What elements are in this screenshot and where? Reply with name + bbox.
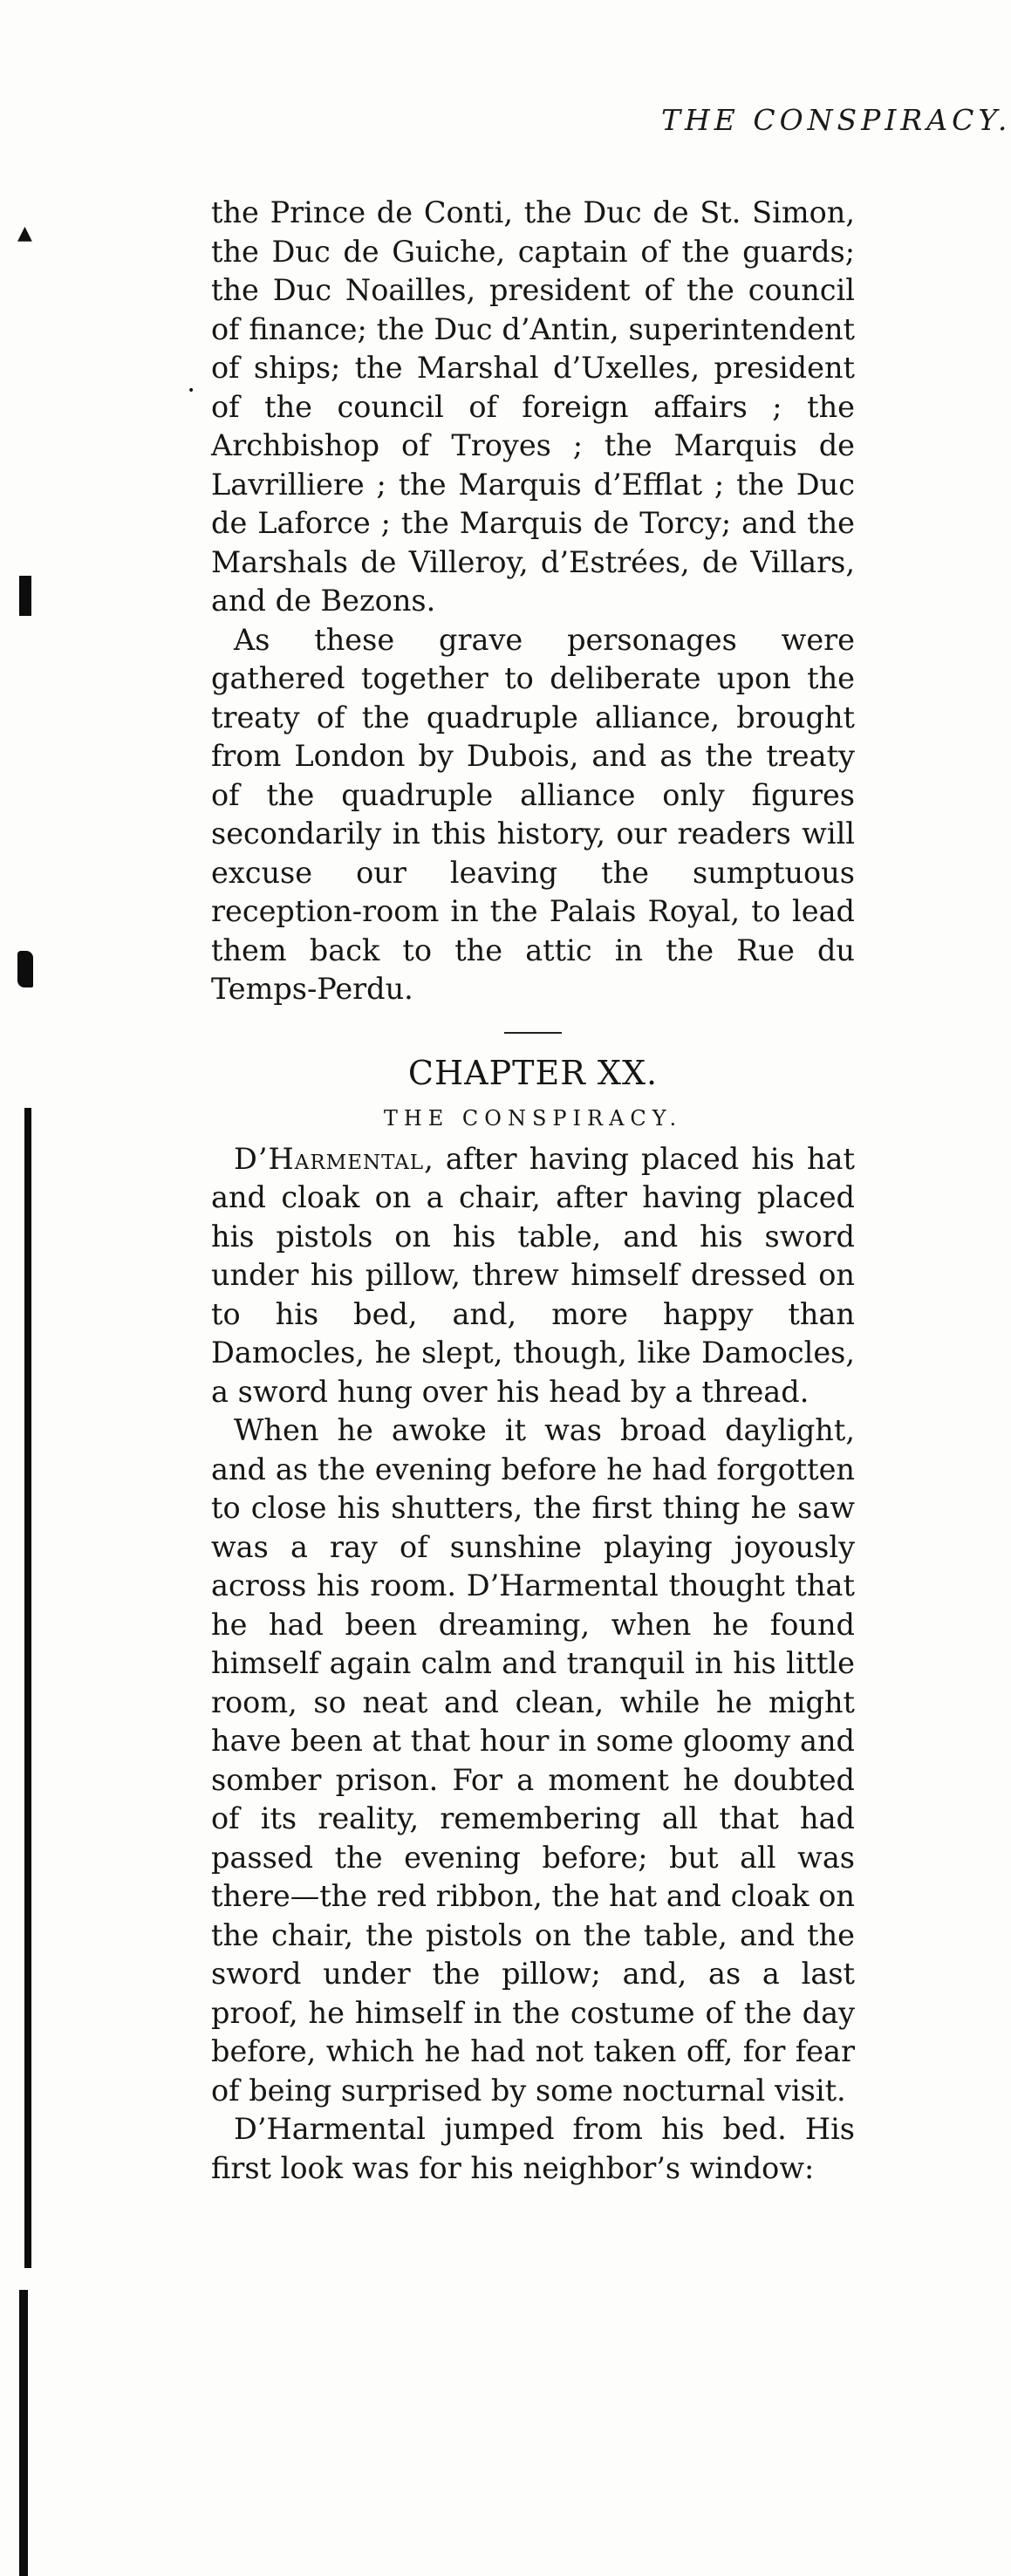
text-column bbox=[211, 194, 855, 2188]
margin-arrow-mark: ▲ bbox=[17, 222, 32, 244]
chapter-title: CHAPTER XX. bbox=[407, 1053, 659, 1092]
lead-name: D’Harmental bbox=[234, 1141, 425, 1176]
margin-ink-mark bbox=[17, 951, 33, 987]
running-head: THE CONSPIRACY. bbox=[661, 103, 1011, 137]
margin-ink-mark bbox=[19, 576, 31, 616]
paragraph-council-list: the Prince de Conti, the Duc de St. Simon, the Duc de Guiche, captain of the guards; the Duc Noailles, president of the council of finance; the Duc d’Antin, superintendent of ships; the Marshal d’Uxelles, president of the council of foreign affairs ; the Archbishop of Troyes ; the Marquis de Lavrilliere ; the Marquis d’Efflat ; the Duc de Laforce ; the Marquis de Torcy; and the Marshals de Villeroy, d’Estrées, de Villars, and de Bezons. bbox=[211, 195, 855, 618]
margin-binding-edge bbox=[24, 1108, 31, 2268]
margin-binding-edge bbox=[19, 2290, 28, 2576]
section-divider bbox=[504, 1032, 562, 1034]
margin-dot-mark: • bbox=[188, 384, 195, 398]
paragraph-jump-from-bed: D’Harmental jumped from his bed. His first look was for his neighbor’s window: bbox=[211, 2112, 855, 2185]
paragraph-chapter-opening bbox=[211, 1140, 855, 1412]
paragraph-transition: As these grave personages were gathered together to deliberate upon the treaty of the quadruple alliance, brought from London by Dubois, and as the treaty of the quadruple alliance only figures secondarily in this history, our readers will excuse our leaving the sumptuous reception-room in the Palais Royal, to lead them back to the attic in the Rue du Temps-Perdu. bbox=[211, 622, 855, 1006]
opening-rest: , after having placed his hat and cloak on a chair, after having placed his pistols on his table, and his sword under his pillow, threw himself dressed on to his bed, and, more happy than Damocles, he slept, though, like Damocles, a sword hung over his head by a thread. bbox=[211, 1141, 855, 1409]
chapter-subtitle: THE CONSPIRACY. bbox=[383, 1105, 683, 1131]
paragraph-awakening: When he awoke it was broad daylight, and as the evening before he had forgotten to close his shutters, the first thing he saw was a ray of sunshine playing joyously across his room. D’Harmental thought that he had been dreaming, when he found himself again calm and tranquil in his little room, so neat and clean, while he might have been at that hour in some gloomy and somber prison. For a moment he doubted of its reality, remembering all that had passed the evening before; but all was there—the red ribbon, the hat and cloak on the chair, the pistols on the table, and the sword under the pillow; and, as a last proof, he himself in the costume of the day before, which he had not taken off, for fear of being surprised by some nocturnal visit. bbox=[211, 1413, 855, 2108]
